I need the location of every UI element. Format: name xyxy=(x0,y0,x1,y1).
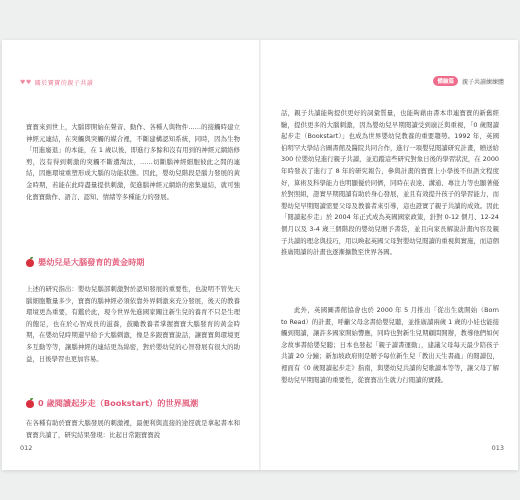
section-heading-1-text: 嬰幼兒是大腦發育的黃金時期 xyxy=(38,257,145,267)
running-head-text: 親子共讀練練體 xyxy=(461,78,504,86)
paragraph-3: 在各種有助於寶寶大腦發展的刺激裡，最便利與直接的途徑就是拿起書本和寶寶共讀了，研究結果發現：比起日常跟寶寶說 xyxy=(26,419,240,439)
paragraph-1: 話，親子共讀能夠提供更好的詞彙質量，也能夠藉由書本串連寶寶的新舊經驗，提供更多的大腦刺激，因為嬰幼兒早期閱讀受到廣泛與重視，「0 歲閱讀起步走（Bookstart）」也成為世界嬰幼兒教養的重要趨勢。1992 年，英國伯明罕大學結合圖書館及醫院共同合作，進行一項嬰兒閱讀研究計畫，贈送給 300 位嬰幼兒進行親子共讀，並追蹤這些研究對象日後的學習狀況，在 2000 年時發表了進行了 8 年的研究報告，參與計畫的寶寶上小學後不但語文程度好，算術及科學能力也明顯優於同儕，同時在表達、溝通、專注力等也顯著優於對照組，證實早期閱讀有助於身心發展，並且有效提升孩子的學習能力，而嬰幼兒早期閱讀需要父母及教養者來引導，這也證實了親子共讀的成效。因此「閱讀起步走」於 2004 年正式成為英國國家政策，針對 0-12 個月、12-24 個月以及 3-4 歲三個階段的嬰幼兒贈予書袋，並且向家長解說計畫內容及親子共讀的理念與技巧，用以喚起英國父母對嬰幼兒閱讀的重視與實施，而這個推廣閱讀的計畫也逐漸擴散至世界各國。 xyxy=(281,109,499,257)
section-badge: 體驗篇 xyxy=(433,76,458,86)
page-number: 013 xyxy=(491,444,504,452)
right-page xyxy=(261,40,518,470)
running-head xyxy=(20,78,93,87)
section-heading-1 xyxy=(26,257,144,268)
apple-icon xyxy=(26,259,34,267)
section-heading-2 xyxy=(26,398,198,409)
paragraph-2: 此外，英國圖書館協會也於 2000 年 5 月推出「從出生就開始（Born to Read）的計畫，呼籲父母念書給嬰兒聽，並推廣讀兩歲 1 歲的小娃也能接觸到閱讀，讓許多國家開始響應，同時也對新生兒期顧問開辦，教導他們如何念故事書給嬰兒聽；日本也發起「親子讀書運動」，建議父母每天最少陪孩子共讀 20 分鐘；新加坡政府則是贈予每位新生兒「教出天生書蟲」的閱讀包，裡面有《0 歲閱讀起步走》指南，與嬰幼兒共讀的兒歌讀本等等，讓父母了解嬰幼兒早期閱讀的重要性，從寶寶出生就力行閱讀的實踐。 xyxy=(281,306,499,384)
page-number: 012 xyxy=(20,444,33,452)
section-heading-2-text: 0 歲閱讀起步走（Bookstart）的世界風潮 xyxy=(38,398,199,408)
left-page xyxy=(2,40,259,470)
intro-paragraph: 寶寶來到世上，大腦即開始在聲音、動作、各種人與物件……的接觸時建立神經元連結，在突觸與突觸的媒合裡，不斷建構認知系統，同時，因為生物「用進廢退」的本能，在 1 歲以後，即進行多餘和沒有用到的神經元網絡修剪，沒有得到刺激的突觸不斷遭淘汰，……切斷腦神經細胞彼此之間的連結，因應環境重塑形成大腦的功能狀態。因此，嬰幼兒階段是腦力發展的黃金時期，若能在此時盡量提供刺激，促進腦神經元網絡的密集連結，就可強化寶寶動作、語言、認知、情緒等多種能力的發展。 xyxy=(26,123,240,201)
running-head-text: 關於寶寶的親子共讀 xyxy=(34,80,94,87)
heart-icon: ♥♥ xyxy=(20,79,32,86)
paragraph-2: 上述的研究指出：嬰幼兒腦部刺激對於認知發展的重要性，也說明不管先天腦細胞數量多少，寶寶的腦神經必須依靠外界刺激來充分發展，後天的教養環境更為重要，有鑑於此，現今世界先進國家關注新生兒的養育不只是生理的飽足，也在於心智成長的滋養，鼓勵教養者掌握寶寶大腦發育的黃金時期，在嬰幼兒時期還早給予大腦刺激，像是多跟寶寶說話，讓寶寶與環境更多互動等等，讓腦神經的連結更為綿密，對於嬰幼兒的心智發展有很大的助益，日後學習也更加容易。 xyxy=(26,285,240,363)
running-head xyxy=(433,76,504,86)
apple-icon xyxy=(26,400,34,408)
book-spread xyxy=(2,40,518,470)
